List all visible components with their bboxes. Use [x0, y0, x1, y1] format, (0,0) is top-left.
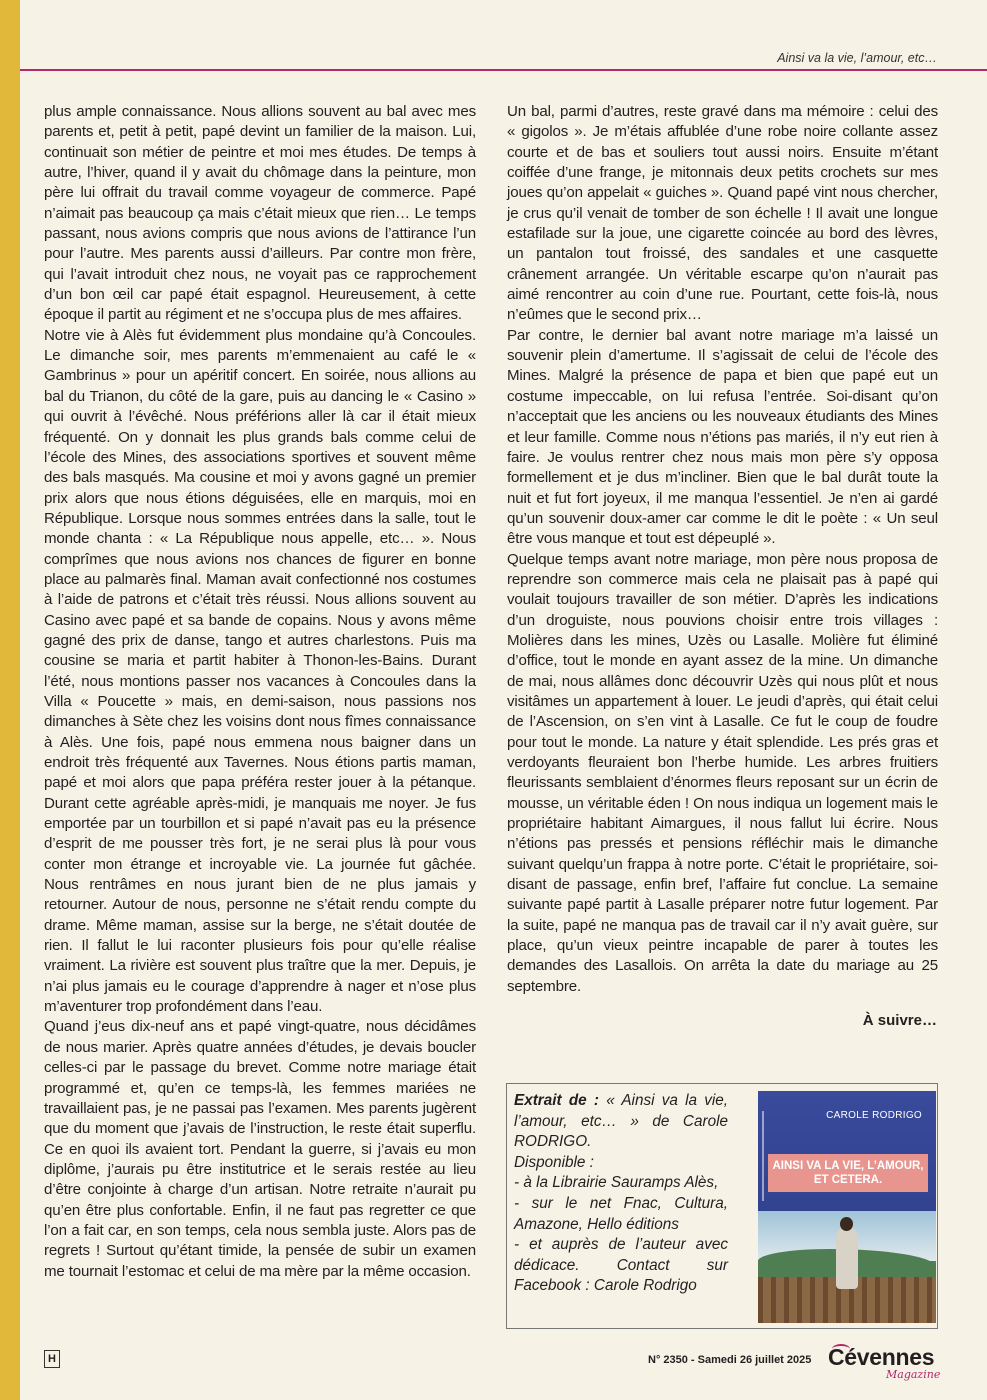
logo-wordmark: Cévennes — [828, 1344, 935, 1370]
extract-label: Extrait de : — [514, 1092, 599, 1109]
paragraph: Quand j’eus dix-neuf ans et papé vingt-quatre, nous décidâmes de nous marier. Après quatre années d’études, je devais boucler celles-ci par le passage du brevet. Comme notre mariage était programmé et, qu’en ce temps-là, les femmes mariées ne travaillaient pas, je ne passai pas l’examen. Mes parents jugèrent que du moment que j’avais de l’instruction, le reste était superflu. Ce en quoi ils avaient tort. Pendant la guerre, si j’avais eu mon diplôme, j’aurais pu être institutrice et le serais restée au lieu d’être conjointe à charge d’un artisan. Notre retraite n’aurait pu qu’en être plus confortable. Enfin, il ne faut pas regretter ce que l’on a fait car, en son temps, cela nous sembla juste. Alors pas de regrets ! Surtout qu’étant timide, la pensée de subir un examen me tournait l’estomac et celui de ma mère par la même occasion. — [44, 1018, 476, 1280]
right-column — [507, 102, 938, 997]
to-be-continued: À suivre… — [862, 1012, 937, 1029]
paragraph: Quelque temps avant notre mariage, mon père nous proposa de reprendre son commerce mais cela ne plaisait pas à papé qui voulait toujours travailler de son métier. D’après les indications d’un droguiste, nous pouvions choisir entre trois villages : Molières dans les mines, Uzès ou Lasalle. Molière fut éliminé d’office, tout le monde en ayant assez de la mine. Un dimanche de mai, nous allâmes donc découvrir Uzès qui nous plût et nous visitâmes un appartement à louer. Le jeudi d’après, qui était celui de l’Ascension, on s’en vint à Lasalle. Ce fut le coup de foudre pour tout le monde. La nature y était splendide. Les prés gras et verdoyants fleuraient bon l’herbe humide. Les arbres fruitiers fleurissants semblaient d’énormes fleurs reposant sur un écrin de mousse, un véritable éden ! On nous indiqua un logement mais le propriétaire habitant Aimargues, il nous fallut lui écrire. Nous n’étions pas pressés et pensions réfléchir mais le dimanche suivant quelqu’un frappa à notre porte. C’était le propriétaire, soi-disant de passage, enfin bref, l’affaire fut conclue. La semaine suivante papé partit à Lasalle préparer notre futur logement. Par la suite, papé ne manqua pas de travail car il n’y avait guère, sur place, qu’un vieux peintre incapable de parer à toutes les demandes des Lasallois. On arrêta la date du mariage au 25 septembre. — [507, 550, 938, 995]
paragraph: Un bal, parmi d’autres, reste gravé dans ma mémoire : celui des « gigolos ». Je m’étais affublée d’une robe noire collante assez courte et de bas et souliers tout aussi noirs. Ensuite m’étant coiffée d’une frange, je mitonnais deux petits crochets sur mes joues qu’on appelait « guiches ». Quand papé vint nous chercher, je crus qu’il venait de tomber de son échelle ! Il avait une longue estafilade sur la joue, une cigarette coincée au bord des lèvres, un pantalon tout froissé, des sandales et une casquette crânement arrangée. Un véritable escarpe qu’on n’aurait pas aimé rencontrer au coin d’une rue. Pourtant, cette fois-là, nous n’eûmes que le second prix… — [507, 103, 938, 324]
cover-author: CAROLE RODRIGO — [826, 1110, 922, 1121]
availability-label: Disponible : — [514, 1153, 594, 1171]
paragraph: plus ample connaissance. Nous allions souvent au bal avec mes parents et, petit à petit, papé devint un familier de la maison. Lui, continuait son métier de peintre et moi mes études. De temps à autre, l’hiver, quand il y avait du chômage dans la peinture, mon père lui offrait du travail comme voyageur de commerce. Papé n’aimait pas beaucoup ça mais c’était mieux que rien… Le temps passant, nous avions compris que nous avions de l’attirance l’un pour l’autre. Mes parents aussi d’ailleurs. Par contre mon frère, qui l’avait introduit chez nous, ne voyait pas ce rapprochement d’un bon œil car papé était espagnol. Heureusement, à cette époque il partit au régiment et ne s’occupa plus de mes affaires. — [44, 103, 476, 324]
issue-line: N° 2350 - Samedi 26 juillet 2025 — [648, 1354, 812, 1366]
logo-subtitle: Magazine — [886, 1368, 941, 1381]
section-badge: H — [44, 1350, 60, 1368]
extract-text — [514, 1091, 728, 1297]
availability-item: - sur le net Fnac, Cultura, Amazone, Hello éditions — [514, 1194, 728, 1233]
availability-item: - et auprès de l’auteur avec dédicace. Contact sur Facebook : Carole Rodrigo — [514, 1236, 728, 1295]
extract-source: « Ainsi va la vie, l’amour, etc… » de Carole RODRIGO. — [514, 1092, 728, 1151]
left-column — [44, 102, 476, 1282]
cover-person-head — [840, 1217, 853, 1231]
cover-spine — [762, 1111, 764, 1201]
running-head: Ainsi va la vie, l’amour, etc… — [777, 51, 937, 65]
magazine-logo — [828, 1344, 943, 1384]
availability-item: - à la Librairie Sauramps Alès, — [514, 1174, 719, 1192]
book-cover-image — [758, 1091, 936, 1323]
cover-title: AINSI VA LA VIE, L’AMOUR, ET CETERA. — [768, 1154, 928, 1192]
side-color-band — [0, 0, 20, 1400]
paragraph: Par contre, le dernier bal avant notre mariage m’a laissé un souvenir plein d’amertume. Il s’agissait de celui de l’école des Mines. Malgré la présence de papa et bien que papé eut un costume impeccable, on lui refusa l’entrée. Soi-disant qu’on n’acceptait que les anciens ou les nouveaux étudiants des Mines et leur famille. Comme nous n’étions pas mariés, il n’y eut rien à faire. Je voulus rentrer chez nous mais mon père s’y opposa formellement et je dus m’incliner. Bien que le bal durât toute la nuit et fut fort joyeux, il me manqua l’essentiel. Je n’en ai gardé qu’un souvenir doux-amer car comme le dit le poète : « Un seul être vous manque et tout est dépeuplé ». — [507, 326, 938, 548]
paragraph: Notre vie à Alès fut évidemment plus mondaine qu’à Concoules. Le dimanche soir, mes parents m’emmenaient au café le « Gambrinus » pour un apéritif concert. En soirée, nous allions au bal du Trianon, du côté de la gare, puis au dancing le « Casino » qui ouvrit à l’évêché. Nous préférions aller là car il était mieux fréquenté. On y donnait les plus grands bals comme celui de l’école des Mines, des associations sportives et souvent même des bals masqués. Ma cousine et moi y avons gagné un premier prix alors que nous étions déguisées, elle en marquis, moi en République. Lorsque nous sommes entrées dans la salle, tout le monde chanta : « La République nous appelle, etc… ». Nous comprîmes que nous avions nos chances de figurer en bonne place au palmarès final. Maman avait confectionné nos costumes à l’aide de patrons et c’était très réussi. Nous allions souvent au Casino avec papé et sa bande de copains. Nous y avons même gagné des prix de danse, tango et autres charlestons. Puis ma cousine se maria et partit habiter à Thonon-les-Bains. Durant l’été, nous montions passer nos vacances à Concoules dans la Villa « Poucette » mais, en demi-saison, nous passions nos dimanches à Sète chez les voisins dont nous fîmes connaissance à Alès. Une fois, papé nous emmena nous baigner dans un endroit très fréquenté aux Tavernes. Nous étions partis maman, papé et moi alors que papa préféra rester jouer à la pétanque. Durant cette agréable après-midi, je manquais me noyer. Je fus emportée par un tourbillon et si papé n’avait pas eu la présence d’esprit de me pousser très fort, je ne serai plus là pour vous conter mon étrange et incroyable vie. La journée fut gâchée. Nous rentrâmes en nous jurant bien de ne plus jamais y retourner. Autour de nous, personne ne s’était rendu compte du drame. Même maman, assise sur la berge, ne s’était doutée de rien. Il fallut le lui raconter plusieurs fois pour qu’elle réalise vraiment. La rivière est souvent plus traître que la mer. Depuis, je n’ai plus jamais eu le courage d’apprendre à nager et n’ose plus m’aventurer trop profondément dans l’eau. — [44, 326, 476, 1016]
extract-box — [506, 1083, 938, 1329]
header-rule — [20, 69, 987, 71]
cover-person — [836, 1227, 858, 1289]
